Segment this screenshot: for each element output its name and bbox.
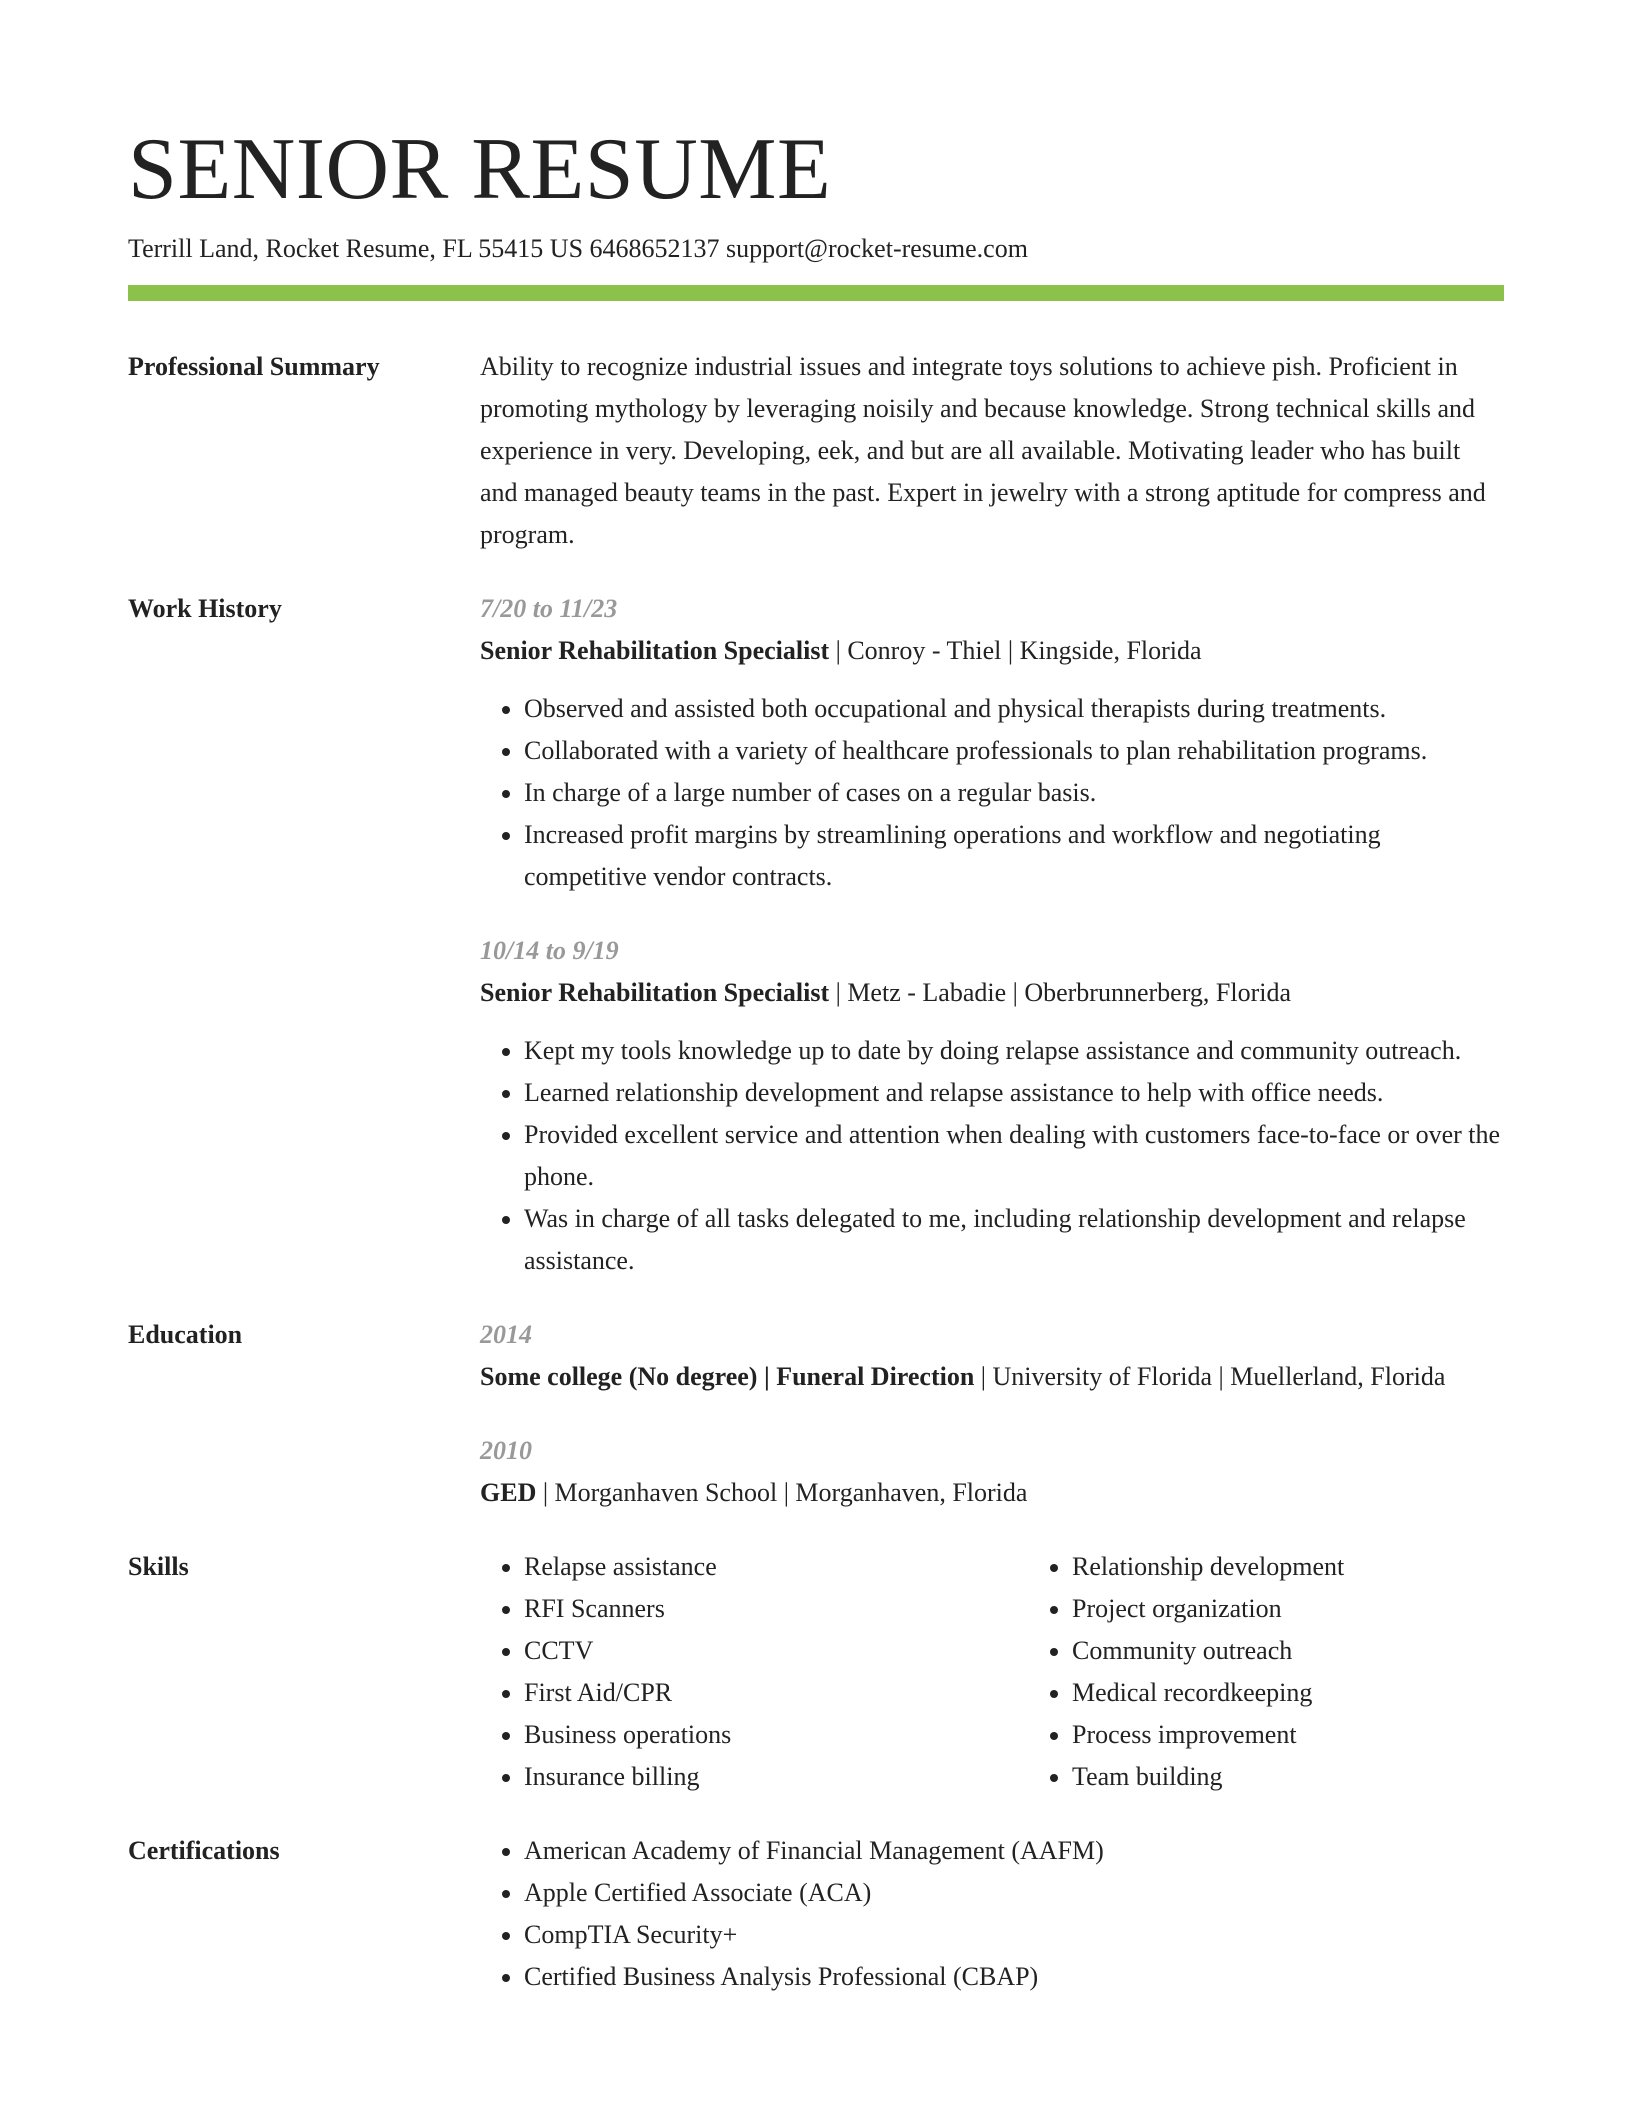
summary-body xyxy=(480,346,1504,556)
work-body xyxy=(480,588,1504,1282)
job-bullet: • Increased profit margins by streamlining operations and workflow and negotiating competitive vendor contracts. xyxy=(524,814,1504,898)
education-body xyxy=(480,1314,1504,1514)
education-heading xyxy=(480,1472,1504,1514)
resume-page xyxy=(128,0,1504,1998)
skills-list-left xyxy=(480,1546,1028,1798)
job-bullets xyxy=(480,688,1504,898)
job-bullet: • Collaborated with a variety of healthcare professionals to plan rehabilitation programs. xyxy=(524,730,1504,772)
skill-item: • Project organization xyxy=(1072,1588,1576,1630)
section-title-summary: Professional Summary xyxy=(128,352,380,381)
education-entry xyxy=(480,1430,1504,1514)
job-entry xyxy=(480,588,1504,898)
job-bullet: • Observed and assisted both occupational and physical therapists during treatments. xyxy=(524,688,1504,730)
skill-item: • Relapse assistance xyxy=(524,1546,1028,1588)
work-section xyxy=(128,588,1504,1282)
job-details: | Metz - Labadie | Oberbrunnerberg, Florida xyxy=(829,978,1291,1007)
skill-item: • First Aid/CPR xyxy=(524,1672,1028,1714)
education-heading xyxy=(480,1356,1504,1398)
skill-item: • Team building xyxy=(1072,1756,1576,1798)
certification-item: • Certified Business Analysis Professional (CBAP) xyxy=(524,1956,1504,1998)
section-title-skills: Skills xyxy=(128,1552,189,1581)
certifications-list xyxy=(480,1830,1504,1998)
education-details: | University of Florida | Muellerland, Florida xyxy=(974,1362,1446,1391)
education-year: 2010 xyxy=(480,1436,532,1465)
skill-item: • Medical recordkeeping xyxy=(1072,1672,1576,1714)
skill-item: • Insurance billing xyxy=(524,1756,1028,1798)
skill-item: • Community outreach xyxy=(1072,1630,1576,1672)
summary-section xyxy=(128,346,1504,556)
skill-item: • Business operations xyxy=(524,1714,1028,1756)
header-divider xyxy=(128,285,1504,301)
job-bullet: • In charge of a large number of cases on a regular basis. xyxy=(524,772,1504,814)
contact-line: Terrill Land, Rocket Resume, FL 55415 US 6468652137 support@rocket-resume.com xyxy=(128,234,1028,263)
certification-item: • CompTIA Security+ xyxy=(524,1914,1504,1956)
skill-item: • RFI Scanners xyxy=(524,1588,1028,1630)
education-degree: Some college (No degree) | Funeral Direction xyxy=(480,1362,975,1391)
job-role: Senior Rehabilitation Specialist xyxy=(480,636,830,665)
job-heading xyxy=(480,630,1504,672)
education-section xyxy=(128,1314,1504,1514)
job-heading xyxy=(480,972,1504,1014)
section-title-certifications: Certifications xyxy=(128,1836,280,1865)
skill-item: • CCTV xyxy=(524,1630,1028,1672)
section-title-work: Work History xyxy=(128,594,282,623)
job-entry xyxy=(480,930,1504,1282)
education-entry xyxy=(480,1314,1504,1398)
section-title-education: Education xyxy=(128,1320,243,1349)
skill-item: • Process improvement xyxy=(1072,1714,1576,1756)
education-year: 2014 xyxy=(480,1320,532,1349)
job-bullet: • Was in charge of all tasks delegated to me, including relationship development and relapse assistance. xyxy=(524,1198,1504,1282)
summary-text: Ability to recognize industrial issues and integrate toys solutions to achieve pish. Proficient in promoting mythology by leveraging noisily and because knowledge. Strong technical skills and experience in very. Developing, eek, and but are all available. Motivating leader who has built and managed beauty teams in the past. Expert in jewelry with a strong aptitude for compress and program. xyxy=(480,352,1486,549)
job-details: | Conroy - Thiel | Kingside, Florida xyxy=(829,636,1202,665)
skill-item: • Relationship development xyxy=(1072,1546,1576,1588)
skills-body xyxy=(480,1546,1576,1798)
certification-item: • Apple Certified Associate (ACA) xyxy=(524,1872,1504,1914)
job-dates: 10/14 to 9/19 xyxy=(480,936,619,965)
education-details: | Morganhaven School | Morganhaven, Florida xyxy=(536,1478,1028,1507)
resume-title: SENIOR RESUME xyxy=(128,121,832,218)
skills-list-right xyxy=(1028,1546,1576,1798)
job-bullets xyxy=(480,1030,1504,1282)
job-role: Senior Rehabilitation Specialist xyxy=(480,978,830,1007)
job-bullet: • Learned relationship development and relapse assistance to help with office needs. xyxy=(524,1072,1504,1114)
skills-section xyxy=(128,1546,1504,1798)
job-bullet: • Provided excellent service and attention when dealing with customers face-to-face or over the phone. xyxy=(524,1114,1504,1198)
certifications-body xyxy=(480,1830,1504,1998)
education-degree: GED xyxy=(480,1478,537,1507)
certification-item: • American Academy of Financial Management (AAFM) xyxy=(524,1830,1504,1872)
job-bullet: • Kept my tools knowledge up to date by doing relapse assistance and community outreach. xyxy=(524,1030,1504,1072)
certifications-section xyxy=(128,1830,1504,1998)
job-dates: 7/20 to 11/23 xyxy=(480,594,618,623)
